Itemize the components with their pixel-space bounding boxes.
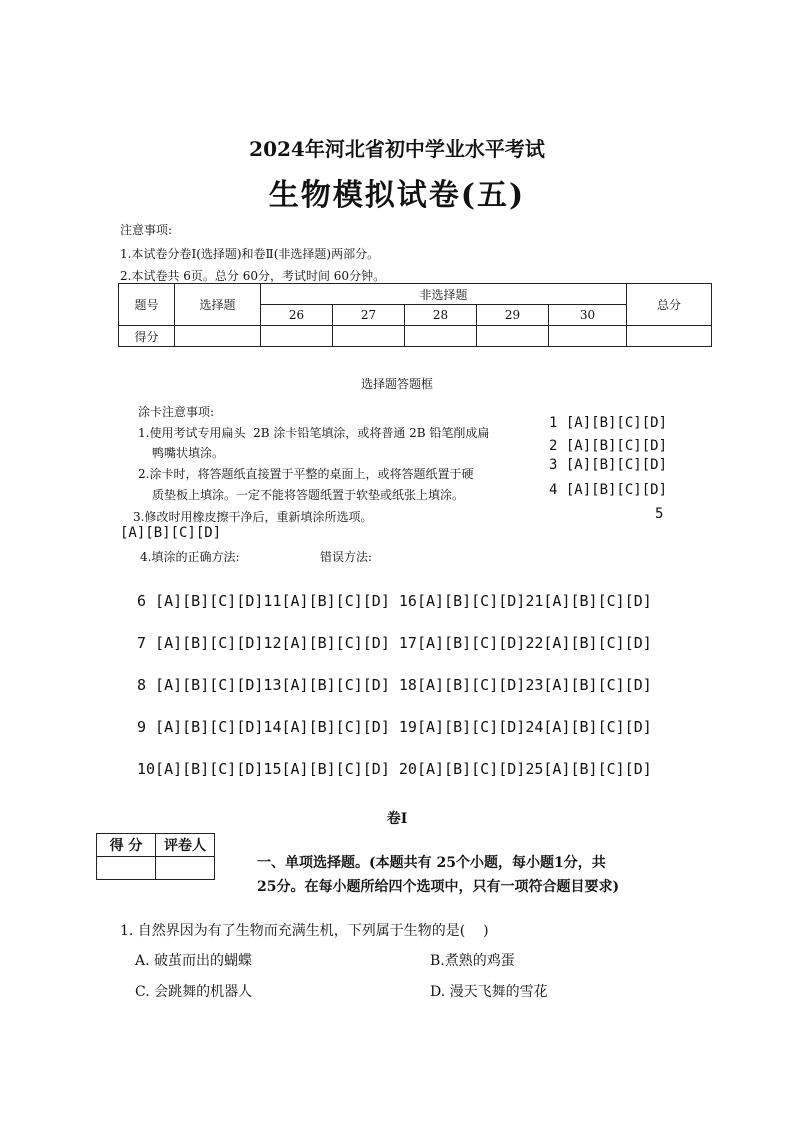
notes-heading: 注意事项: [120, 223, 173, 237]
score-cell [627, 326, 712, 347]
section-heading-line-1: 一、单项选择题。(本题共有 25个小题，每小题1分，共 [257, 855, 606, 871]
question-1-stem: 1. 自然界因为有了生物而充满生机，下列属于生物的是( ) [120, 923, 489, 939]
score-cell [333, 326, 405, 347]
exam-title: 2024年河北省初中学业水平考试 [249, 137, 545, 161]
notes-line-2: 2.本试卷共 6页。总分 60分，考试时间 60分钟。 [120, 269, 386, 283]
grader-person-label: 评卷人 [156, 834, 215, 857]
question-1-option-d[interactable]: D. 漫天飞舞的雪花 [430, 984, 548, 1000]
answer-note-3: 3.修改时用橡皮擦干净后，重新填涂所选项。 [133, 510, 373, 524]
answer-row-2[interactable]: 7 [A][B][C][D]12[A][B][C][D] 17[A][B][C][D]22[A][B][C][D] [137, 634, 652, 652]
score-header-nonchoice: 非选择题 [261, 284, 627, 305]
grader-person-cell [156, 857, 215, 880]
score-cell [405, 326, 477, 347]
paper-title: 生物模拟试卷(五) [268, 178, 526, 213]
answer-side-5-options: [A][B][C][D] [120, 525, 222, 541]
score-col-26: 26 [261, 305, 333, 326]
answer-side-1[interactable]: 1 [A][B][C][D] [549, 415, 668, 431]
question-1-option-c[interactable]: C. 会跳舞的机器人 [135, 984, 253, 1000]
grader-table [96, 833, 215, 880]
score-cell [261, 326, 333, 347]
question-1-option-b[interactable]: B.煮熟的鸡蛋 [430, 953, 515, 969]
score-row-label: 得分 [119, 326, 175, 347]
answer-row-3[interactable]: 8 [A][B][C][D]13[A][B][C][D] 18[A][B][C][D]23[A][B][C][D] [137, 676, 652, 694]
answer-note-2b: 质垫板上填涂。一定不能将答题纸置于软垫或纸张上填涂。 [152, 488, 465, 502]
score-col-28: 28 [405, 305, 477, 326]
grader-score-label: 得 分 [97, 834, 156, 857]
answer-notes-heading: 涂卡注意事项: [138, 405, 215, 419]
question-1-option-a[interactable]: A. 破茧而出的蝴蝶 [135, 953, 253, 969]
answer-note-4-wrong: 错误方法: [320, 550, 373, 564]
score-header-number: 题号 [119, 284, 175, 326]
answer-row-4[interactable]: 9 [A][B][C][D]14[A][B][C][D] 19[A][B][C][D]24[A][B][C][D] [137, 718, 652, 736]
answer-side-5-number: 5 [655, 506, 664, 522]
grader-score-cell [97, 857, 156, 880]
part-1-title: 卷Ⅰ [386, 811, 408, 827]
score-header-choice: 选择题 [175, 284, 261, 326]
score-cell [477, 326, 549, 347]
answer-note-1a: 1.使用考试专用扁头 2B 涂卡铅笔填涂，或将普通 2B 铅笔削成扁 [138, 426, 490, 440]
score-cell [175, 326, 261, 347]
answer-note-1b: 鸭嘴状填涂。 [152, 446, 225, 460]
answer-side-3[interactable]: 3 [A][B][C][D] [549, 457, 668, 473]
answer-note-2a: 2.涂卡时，将答题纸直接置于平整的桌面上，或将答题纸置于硬 [138, 467, 474, 481]
score-col-27: 27 [333, 305, 405, 326]
answer-row-5[interactable]: 10[A][B][C][D]15[A][B][C][D] 20[A][B][C][D]25[A][B][C][D] [137, 760, 652, 778]
score-table [118, 283, 712, 347]
score-col-30: 30 [549, 305, 627, 326]
answer-box-title: 选择题答题框 [360, 377, 433, 391]
score-header-total: 总分 [627, 284, 712, 326]
section-heading-line-2: 25分。在每小题所给四个选项中，只有一项符合题目要求) [257, 879, 620, 895]
answer-note-4: 4.填涂的正确方法: [140, 550, 240, 564]
score-col-29: 29 [477, 305, 549, 326]
score-cell [549, 326, 627, 347]
answer-side-2[interactable]: 2 [A][B][C][D] [549, 438, 668, 454]
answer-row-1[interactable]: 6 [A][B][C][D]11[A][B][C][D] 16[A][B][C][D]21[A][B][C][D] [137, 592, 652, 610]
notes-line-1: 1.本试卷分卷Ⅰ(选择题)和卷Ⅱ(非选择题)两部分。 [120, 247, 380, 261]
answer-side-4[interactable]: 4 [A][B][C][D] [549, 482, 668, 498]
